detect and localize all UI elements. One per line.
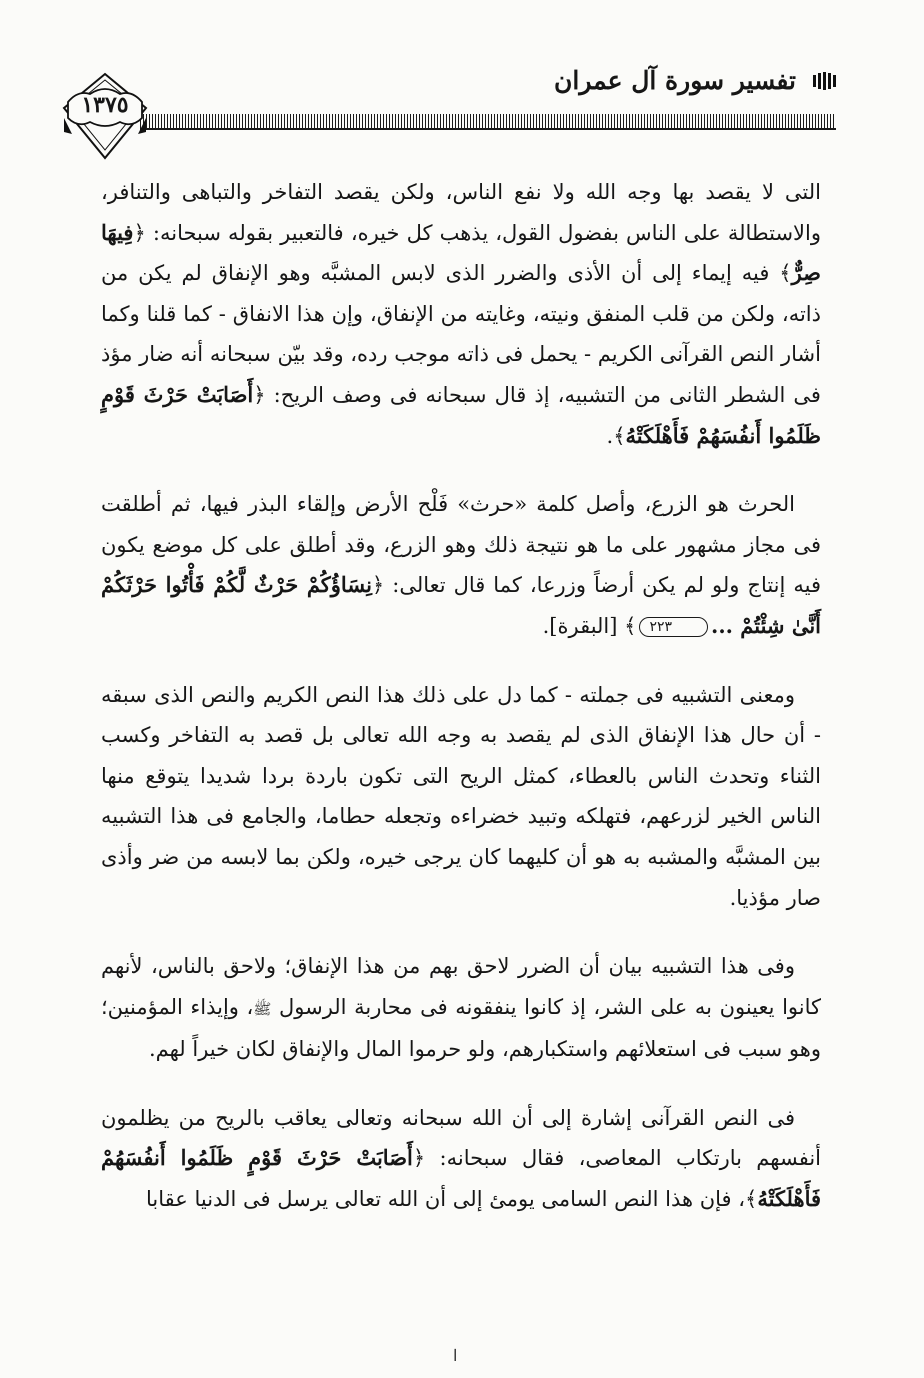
rule-line	[140, 128, 836, 130]
paragraph-text: ، فإن هذا النص السامى يومئ إلى أن الله تعالى يرسل فى الدنيا عقابا	[146, 1187, 746, 1212]
paragraph-text: [البقرة].	[542, 613, 625, 638]
verse-bracket-close: ﴾	[613, 423, 626, 448]
hatched-rule	[140, 114, 836, 128]
salla-glyph: ﷺ	[253, 999, 272, 1018]
page-number: ١٣٧٥	[81, 92, 129, 118]
verse-text: أَصَابَتْ حَرْثَ قَوْمٍ ظَلَمُوا أَنفُسَهُمْ فَأَهْلَكَتْهُ	[101, 381, 821, 448]
verse-text: فِيهَا صِرٌّ	[101, 219, 821, 286]
paragraph-text: فيه إيماء إلى أن الأذى والضرر الذى لابس المشبَّه وهو الإنفاق لم يكن من ذاته، ولكن من قلب المنفق ونيته، وغايته من الإنفاق، وإن هذا الانفاق - كما قلنا وكما أشار النص القرآنى الكريم - يحمل فى ذاته موجب رده، وقد بيّن سبحانه أنه ضار مؤذ فى الشطر الثانى من التشبيه، إذ قال سبحانه فى وصف الريح:	[101, 261, 821, 407]
verse-bracket-close: ﴾	[745, 1187, 758, 1212]
verse-text: أَصَابَتْ حَرْثَ قَوْمٍ ظَلَمُوا أَنفُسَهُمْ فَأَهْلَكَتْهُ	[101, 1145, 821, 1212]
footer-mark: ا	[453, 1346, 458, 1365]
paragraph-text: ومعنى التشبيه فى جملته - كما دل على ذلك هذا النص الكريم والنص الذى سبقه - أن حال هذا الإنفاق الذى لم يقصد به وجه الله تعالى بل قصد به التفاخر وكسب الثناء وتحدث الناس بالعطاء، كمثل الريح التى تكون باردة بردا شديدا يتوقع منها الناس الخير لزرعهم، فتهلكه وتبيد خضراءه وتجعله حطاما، والجامع فى هذا التشبيه بين المشبَّه والمشبه به هو أن كليهما كان يرجى خيره، ولكن بما لابسه من ضر وأذى صار مؤذيا.	[101, 682, 821, 910]
verse-bracket-close: ﴾	[624, 613, 637, 638]
paragraph-text: ، وإيذاء المؤمنين؛ وهو سبب فى استعلائهم واستكبارهم، ولو حرموا المال والإنفاق لكان خيراً لهم.	[101, 994, 821, 1062]
paragraph-text: التى لا يقصد بها وجه الله ولا نفع الناس، ولكن يقصد التفاخر والتباهى والتنافر، والاستطالة على الناس بفضول القول، يذهب كل خيره، فالتعبير بقوله سبحانه:	[101, 180, 821, 245]
paragraph	[101, 675, 821, 919]
verse-bracket-open: ﴿	[133, 220, 146, 245]
paragraph-text: وفى هذا التشبيه بيان أن الضرر لاحق بهم من هذا الإنفاق؛ ولاحق بالناس، لأنهم كانوا يعينون به على الشر، إذ كانوا ينفقونه فى محاربة الرسول	[101, 954, 821, 1019]
paragraph	[101, 946, 821, 1070]
verse-bracket-open: ﴿	[253, 382, 266, 407]
paragraph-text: فى النص القرآنى إشارة إلى أن الله سبحانه وتعالى يعاقب بالريح من يظلمون أنفسهم بارتكاب المعاصى، فقال سبحانه:	[101, 1105, 821, 1171]
page-header	[0, 0, 924, 170]
verse-text: نِسَاؤُكُمْ حَرْثٌ لَّكُمْ فَأْتُوا حَرْثَكُمْ أَنَّىٰ شِئْتُمْ ...	[101, 572, 821, 638]
paragraph-text: .	[606, 423, 614, 448]
paragraph	[101, 172, 821, 456]
paragraph	[101, 1098, 821, 1220]
running-title: تفسير سورة آل عمران	[554, 66, 796, 95]
paragraph-text: الحرث هو الزرع، وأصل كلمة «حرث» فَلْح الأرض وإلقاء البذر فيها، ثم أطلقت فى مجاز مشهور على ما هو نتيجة ذلك وهو الزرع، وقد أطلق على كل موضع يكون فيه إنتاج ولو لم يكن أرضاً وزرعا، كما قال تعالى:	[101, 492, 821, 598]
verse-bracket-open: ﴿	[371, 573, 385, 598]
flower-ornament-icon	[810, 71, 838, 91]
verse-bracket-open: ﴿	[412, 1146, 426, 1171]
ayah-number-marker: ٢٢٣	[639, 617, 708, 637]
verse-bracket-close: ﴾	[779, 261, 792, 286]
paragraph	[101, 484, 821, 646]
body-text	[101, 172, 821, 1248]
